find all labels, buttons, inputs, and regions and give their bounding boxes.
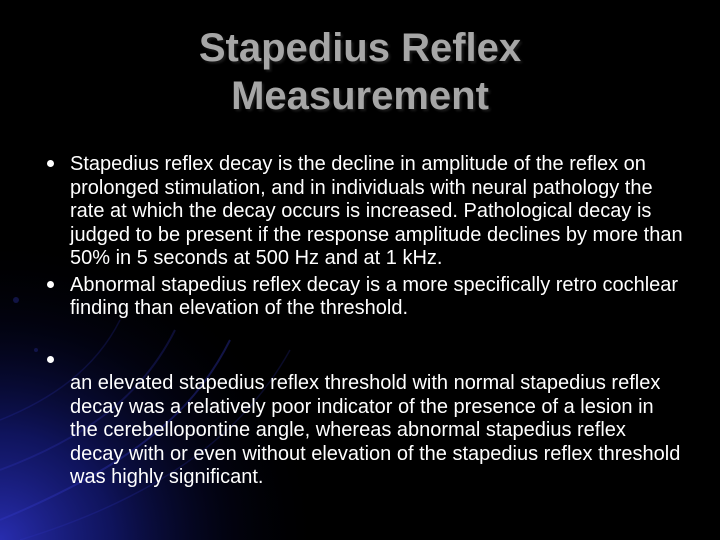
bullet-list (44, 153, 684, 490)
bullet-blank-line (70, 349, 684, 373)
bullet-dot-icon (45, 158, 56, 169)
bullet-dot-icon (45, 279, 56, 290)
bullet-dot-icon (45, 354, 56, 365)
bullet-text: an elevated stapedius reflex threshold with normal stapedius reflex decay was a relatively poor indicator of the presence of a lesion in the cerebellopontine angle, whereas abnormal stapedius reflex decay with or even without elevation of the stapedius reflex threshold was highly significant. (70, 372, 681, 488)
title-line-1: Stapedius Reflex (198, 26, 522, 70)
bullet-item (44, 274, 684, 321)
bullet-item (44, 153, 684, 271)
slide-title (0, 24, 720, 120)
bullet-text: Abnormal stapedius reflex decay is a more specifically retro cochlear finding than elevation of the threshold. (70, 273, 679, 319)
title-line-2: Measurement (231, 74, 489, 118)
bullet-text: Stapedius reflex decay is the decline in amplitude of the reflex on prolonged stimulation, and in individuals with neural pathology the rate at which the decay occurs is increased. Pathological decay is judged to be present if the response amplitude declines by more than 50% in 5 seconds at 500 Hz and at 1 kHz. (70, 153, 683, 269)
bullet-item (44, 349, 684, 490)
